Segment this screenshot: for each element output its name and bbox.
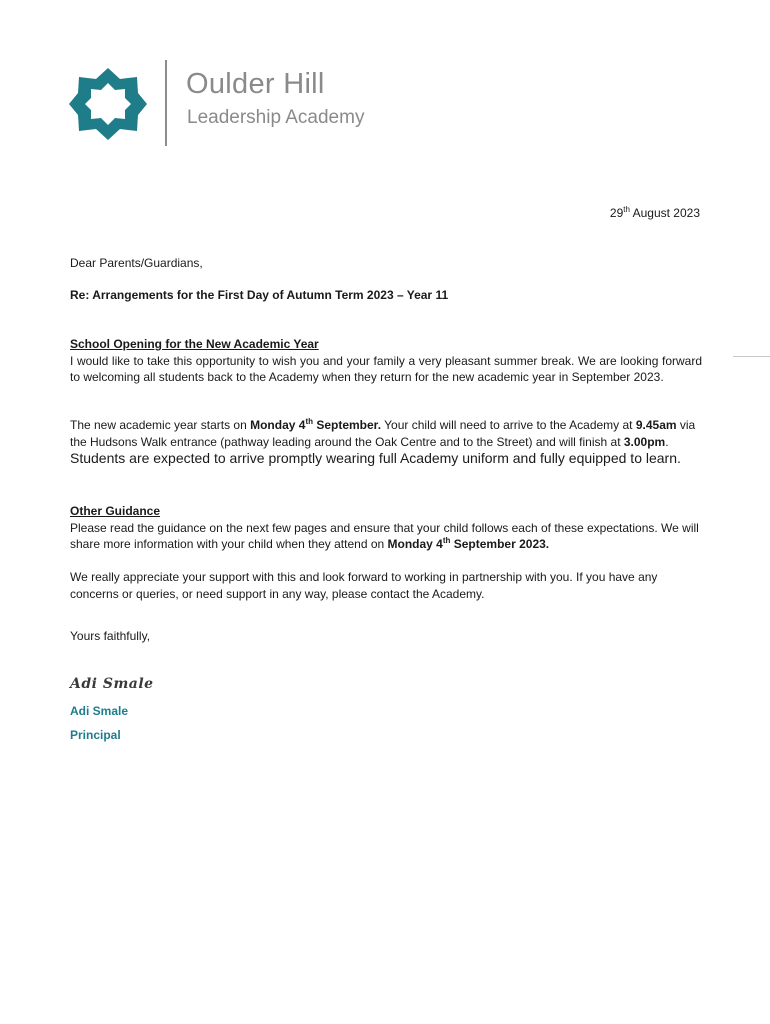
section-opening — [70, 336, 702, 386]
handwritten-signature: Adi Smale — [70, 676, 154, 692]
brand-name: Oulder Hill — [186, 68, 325, 100]
section-support: We really appreciate your support with this and look forward to working in partnership with you. If you have any concerns or queries, or need support in any way, please contact the Academy. — [70, 570, 658, 601]
signer-title: Principal — [70, 728, 121, 742]
eight-point-star-logo-icon — [68, 66, 148, 142]
brand-subtitle: Leadership Academy — [187, 107, 365, 128]
section-heading: Other Guidance — [70, 504, 161, 518]
section-heading: School Opening for the New Academic Year — [70, 337, 319, 351]
letter-date: 29th August 2023 — [609, 205, 700, 220]
signer-name: Adi Smale — [70, 704, 129, 718]
section-start-details: The new academic year starts on Monday 4th September. Your child will need to arrive to the Academy at 9.45am via the Hudsons Walk entrance (pathway leading around the Oak Centre and to the Street) and will finish at 3.00pm. Students are expected to arrive promptly wearing full Academy uniform and fully equipped to learn. — [70, 417, 696, 466]
logo-divider — [165, 60, 167, 146]
subject-line: Re: Arrangements for the First Day of Autumn Term 2023 – Year 11 — [70, 288, 449, 302]
closing: Yours faithfully, — [70, 629, 151, 643]
salutation: Dear Parents/Guardians, — [70, 256, 203, 270]
section-other-guidance — [70, 503, 702, 553]
section-body: Please read the guidance on the next few pages and ensure that your child follows each of these expectations. We will share more information with your child when they attend on Monday 4th September 2023. — [70, 520, 699, 551]
margin-rule — [733, 356, 770, 357]
section-body: I would like to take this opportunity to wish you and your family a very pleasant summer break. We are looking forward to welcoming all students back to the Academy when they return for the new academic year in September 2023. — [70, 353, 702, 384]
